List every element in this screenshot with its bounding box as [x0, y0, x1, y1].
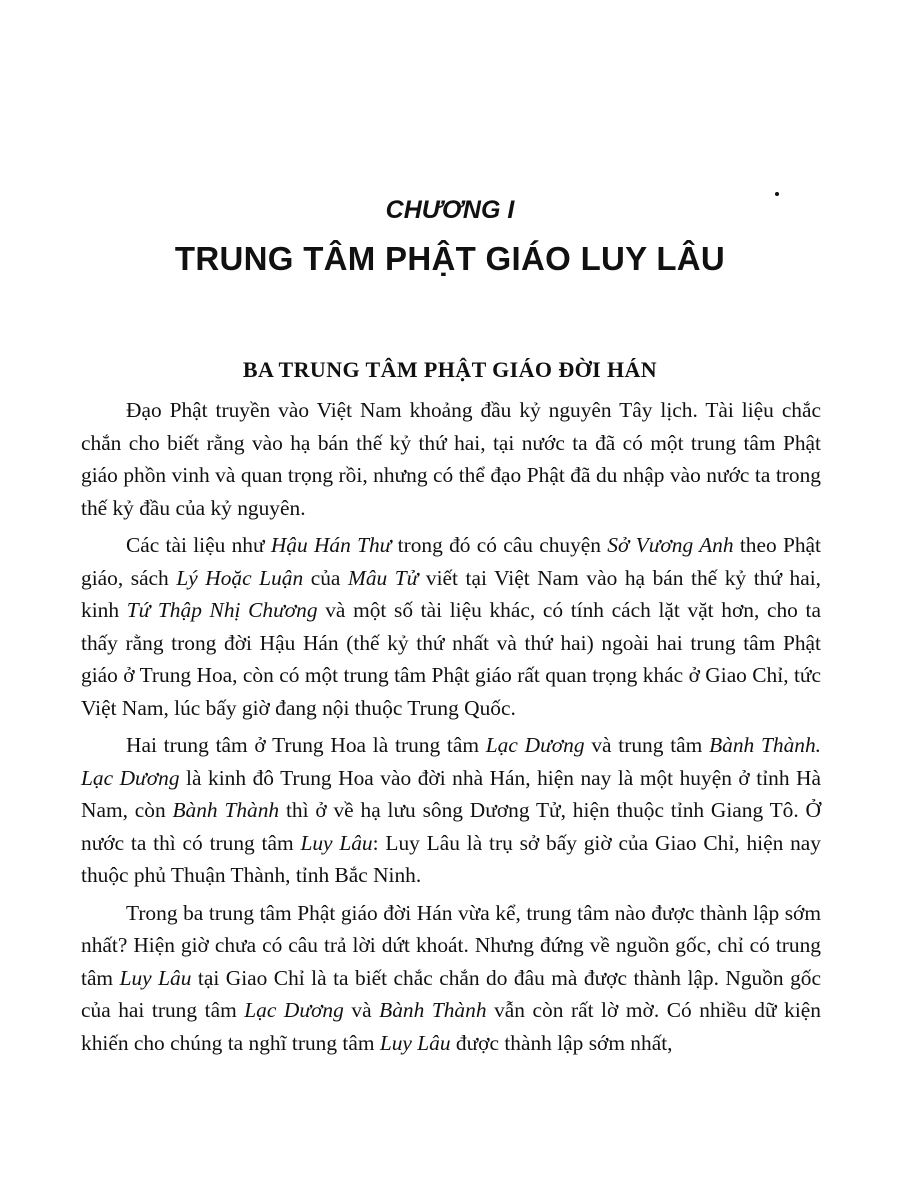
- text-run: Đạo Phật truyền vào Việt Nam khoảng đầu kỷ nguyên Tây lịch. Tài liệu chắc chắn cho biết rằng vào hạ bán thế kỷ thứ hai, tại nước ta đã có một trung tâm Phật giáo phồn vinh và quan trọng rồi, nhưng có thể đạo Phật đã du nhập vào nước ta trong thế kỷ đầu của kỷ nguyên.: [81, 398, 821, 520]
- text-run: Hai trung tâm ở Trung Hoa là trung tâm: [126, 733, 486, 757]
- text-run: là kinh đô Trung Hoa vào đời nhà Hán, hiện nay là một huyện ở tỉnh Hà Nam, còn: [81, 765, 821, 822]
- text-run: và: [343, 998, 380, 1022]
- italic-term: Sở Vương Anh: [607, 533, 734, 557]
- italic-term: Luy Lâu: [300, 830, 373, 855]
- text-run: tại Giao Chỉ là ta biết chắc chắn do đâu mà được thành lập. Nguồn gốc của hai trung tâm: [81, 965, 821, 1022]
- text-run: theo Phật giáo, sách: [81, 533, 821, 590]
- italic-term: Luy Lâu: [379, 1030, 451, 1055]
- italic-term: Lý Hoặc Luận: [176, 565, 304, 590]
- text-run: trong đó có câu chuyện: [391, 533, 608, 557]
- italic-term: Bành Thành. Lạc Dương: [81, 733, 822, 790]
- italic-term: Bành Thành: [172, 798, 280, 822]
- italic-term: Lạc Dương: [485, 733, 585, 757]
- text-run: và trung tâm: [584, 733, 710, 757]
- text-run: Các tài liệu như: [126, 533, 271, 557]
- text-run: và một số tài liệu khác, có tính cách lặt vặt hơn, cho ta thấy rằng trong đời Hậu Hán (thế kỷ thứ nhất và thứ hai) ngoài hai trung tâm Phật giáo ở Trung Hoa, còn có một trung tâm Phật giáo rất quan trọng khác ở Giao Chỉ, tức Việt Nam, lúc bấy giờ đang nội thuộc Trung Quốc.: [81, 598, 821, 720]
- body-paragraph: [81, 729, 821, 892]
- text-run: : Luy Lâu là trụ sở bấy giờ của Giao Chỉ, hiện nay thuộc phủ Thuận Thành, tỉnh Bắc Ninh.: [81, 830, 821, 887]
- stray-dot: [775, 192, 779, 196]
- italic-term: Luy Lâu: [119, 965, 192, 990]
- body-text: [81, 394, 821, 1064]
- italic-term: Hậu Hán Thư: [270, 533, 392, 557]
- text-run: được thành lập sớm nhất,: [450, 1030, 673, 1055]
- text-run: vẫn còn rất lờ mờ. Có nhiều dữ kiện khiến cho chúng ta nghĩ trung tâm: [81, 998, 821, 1055]
- text-run: viết tại Việt Nam vào hạ bán thế kỷ thứ hai, kinh: [81, 565, 821, 622]
- section-heading: BA TRUNG TÂM PHẬT GIÁO ĐỜI HÁN: [242, 357, 658, 382]
- chapter-label: CHƯƠNG I: [385, 196, 515, 224]
- text-run: của: [303, 565, 348, 590]
- body-paragraph: [81, 529, 821, 724]
- italic-term: Mâu Tử: [348, 565, 419, 590]
- body-paragraph: [81, 897, 821, 1060]
- italic-term: Bành Thành: [379, 998, 487, 1022]
- italic-term: Lạc Dương: [244, 998, 344, 1022]
- italic-term: Tứ Thập Nhị Chương: [126, 598, 318, 622]
- text-run: thì ở về hạ lưu sông Dương Tử, hiện thuộc tỉnh Giang Tô. Ở nước ta thì có trung tâm: [81, 798, 821, 855]
- text-run: Trong ba trung tâm Phật giáo đời Hán vừa kể, trung tâm nào được thành lập sớm nhất? Hiện giờ chưa có câu trả lời dứt khoát. Nhưng đứng về nguồn gốc, chỉ có trung tâm: [81, 900, 821, 990]
- body-paragraph: [81, 394, 821, 524]
- chapter-title: TRUNG TÂM PHẬT GIÁO LUY LÂU: [174, 240, 726, 277]
